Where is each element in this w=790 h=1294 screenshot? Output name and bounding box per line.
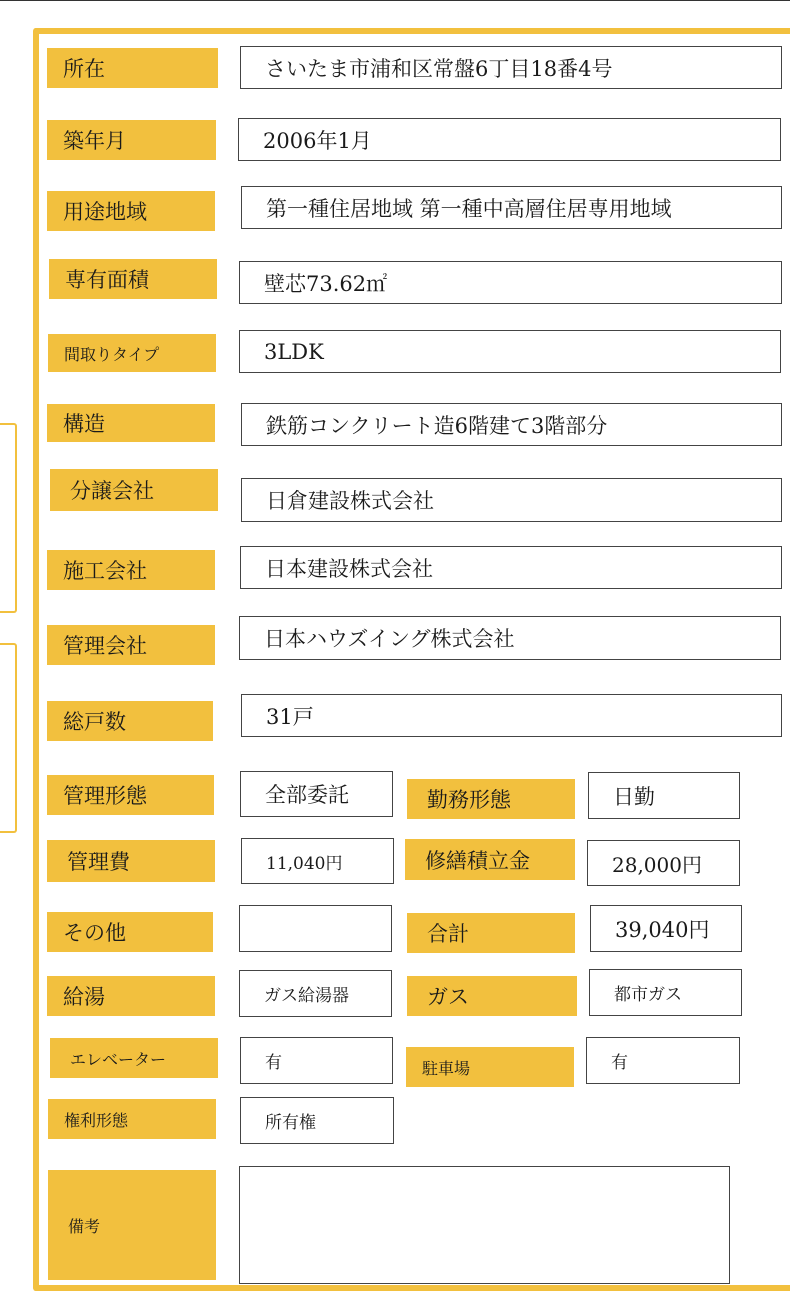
area-label: 専有面積 (49, 259, 217, 299)
builder-label: 施工会社 (47, 550, 215, 590)
units-label: 総戸数 (47, 701, 213, 741)
mgmt-fee-value: 11,040円 (241, 838, 394, 884)
manager-value: 日本ハウズイング株式会社 (239, 616, 781, 660)
mgmt-type-label: 管理形態 (47, 775, 214, 815)
structure-label: 構造 (47, 404, 215, 442)
remarks-value (239, 1166, 730, 1284)
elevator-label: エレベーター (50, 1038, 218, 1078)
location-label: 所在 (47, 48, 218, 88)
hot-water-value: ガス給湯器 (239, 970, 392, 1017)
location-value: さいたま市浦和区常盤6丁目18番4号 (240, 46, 782, 89)
mgmt-fee-label: 管理費 (47, 840, 215, 882)
other-value (239, 905, 392, 952)
rights-value: 所有権 (240, 1097, 394, 1144)
built-value: 2006年1月 (238, 118, 781, 161)
work-type-value: 日勤 (588, 772, 740, 819)
seller-value: 日倉建設株式会社 (241, 478, 782, 522)
total-label: 合計 (407, 913, 575, 953)
units-value: 31戸 (241, 694, 782, 737)
parking-value: 有 (586, 1037, 740, 1084)
builder-value: 日本建設株式会社 (240, 546, 782, 589)
gas-label: ガス (407, 976, 577, 1016)
side-bracket-lower (0, 643, 17, 833)
top-divider (0, 0, 790, 1)
repair-fund-label: 修繕積立金 (405, 839, 575, 880)
other-label: その他 (47, 912, 213, 952)
parking-label: 駐車場 (406, 1047, 574, 1087)
elevator-value: 有 (240, 1037, 393, 1084)
built-label: 築年月 (47, 120, 216, 160)
structure-value: 鉄筋コンクリート造6階建て3階部分 (241, 403, 782, 446)
gas-value: 都市ガス (589, 969, 742, 1016)
layout-value: 3LDK (239, 330, 781, 373)
rights-label: 権利形態 (48, 1099, 216, 1139)
mgmt-type-value: 全部委託 (240, 771, 393, 817)
work-type-label: 勤務形態 (407, 779, 575, 819)
layout-label: 間取りタイプ (48, 334, 216, 372)
side-bracket-upper (0, 423, 17, 613)
repair-fund-value: 28,000円 (587, 840, 740, 886)
total-value: 39,040円 (590, 905, 742, 952)
hot-water-label: 給湯 (47, 976, 215, 1016)
area-value: 壁芯73.62㎡ (239, 261, 782, 304)
zoning-label: 用途地域 (47, 191, 215, 231)
remarks-label: 備考 (48, 1170, 216, 1280)
seller-label: 分譲会社 (50, 469, 218, 511)
zoning-value: 第一種住居地域 第一種中高層住居専用地域 (241, 186, 782, 229)
manager-label: 管理会社 (47, 625, 215, 665)
